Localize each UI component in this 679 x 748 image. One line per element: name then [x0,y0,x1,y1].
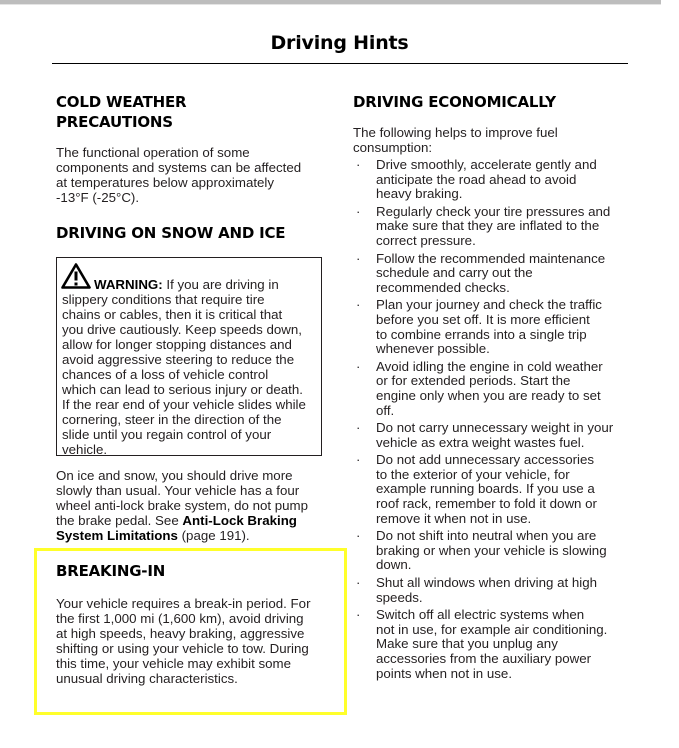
cold-weather-paragraph [56,145,301,205]
text-line: On ice and snow, you should drive more [56,468,293,483]
economy-heading: DRIVING ECONOMICALLY [353,93,556,111]
economy-bullet-item [353,252,643,296]
text-line: Plan your journey and check the traffic [376,297,602,313]
text-line: slide until you regain control of your [62,427,272,442]
economy-bullet-list [353,158,643,684]
page-top-edge-shadow [0,4,661,5]
text-line: points when not in use. [376,665,513,681]
economy-bullet-item [353,421,643,450]
text-line: schedule and carry out the [376,265,533,281]
economy-bullet-item [353,360,643,418]
text-line: Shut all windows when driving at high [376,575,598,591]
text-line: to the exterior of your vehicle, for [376,466,570,482]
economy-bullet-item [353,576,643,605]
text-line: Do not add unnecessary accessories [376,452,595,468]
text-line: remove it when not in use. [376,510,532,526]
text-line: Do not carry unnecessary weight in your [376,420,614,436]
text-line: components and systems can be affected [56,160,302,175]
text-line: vehicle as extra weight wastes fuel. [376,434,585,450]
breaking-in-paragraph [56,596,311,686]
text-line: make sure that they are inflated to the [376,218,600,234]
text-line: Drive smoothly, accelerate gently and [376,157,597,172]
economy-bullet-item [353,158,643,202]
text-line: Avoid idling the engine in cold weather [376,358,603,374]
text-line: unusual driving characteristics. [56,671,238,686]
economy-bullet-item [353,298,643,356]
bullet-dot-icon: · [356,452,361,468]
text-line: this time, your vehicle may exhibit some [56,656,292,671]
snow-ice-heading: DRIVING ON SNOW AND ICE [56,224,286,242]
text-line: vehicle. [62,442,108,457]
bullet-dot-icon: · [356,358,361,374]
text-line: the first 1,000 mi (1,600 km), avoid driving [56,611,304,626]
text-line: before you set off. It is more efficient [376,311,590,327]
text-line: slowly than usual. Your vehicle has a four [56,483,300,498]
bullet-dot-icon: · [356,528,361,544]
text-line: Regularly check your tire pressures and [376,203,611,219]
bullet-dot-icon: · [356,575,361,591]
text-line: -13°F (-25°C). [56,190,140,205]
text-line: at high speeds, heavy braking, aggressive [56,626,305,641]
text-line: not in use, for example air conditioning. [376,621,608,637]
text-line: recommended checks. [376,279,510,295]
bullet-dot-icon: · [356,420,361,436]
text-line: The functional operation of some [56,145,250,160]
text-line: chains or cables, then it is critical that [62,307,283,322]
text-line: chances of a loss of vehicle control [62,367,269,382]
text-line: allow for longer stopping distances and [62,337,292,352]
abs-limitations-link-cont[interactable]: System Limitations [56,528,178,543]
economy-bullet-item [353,453,643,526]
text-line: engine only when you are ready to set [376,387,601,403]
text-line: at temperatures below approximately [56,175,275,190]
text-line: Do not shift into neutral when you are [376,528,597,544]
cold-weather-heading-line2: PRECAUTIONS [56,113,173,131]
text-line: Switch off all electric systems when [376,607,585,623]
text-line: accessories from the auxiliary power [376,651,592,666]
text-line: cornering, steer in the direction of the [62,412,282,427]
economy-bullet-item [353,529,643,573]
text-line: Follow the recommended maintenance [376,250,606,266]
text-line: avoid aggressive steering to reduce the [62,352,295,367]
text-line: the brake pedal. See [56,513,183,528]
text-line: example running boards. If you use a [376,481,595,497]
text-line: The following helps to improve fuel [353,125,558,140]
text-line: which can lead to serious injury or death. [62,382,303,397]
warning-text [62,277,306,457]
bullet-dot-icon: · [356,250,361,266]
text-line: correct pressure. [376,232,476,248]
text-line: slippery conditions that require tire [62,292,265,307]
snow-ice-paragraph [56,468,308,543]
text-line: consumption: [353,140,433,155]
title-rule [52,63,628,64]
economy-bullet-item [353,205,643,249]
text-line: speeds. [376,589,423,605]
text-line: roof rack, remember to fold it down or [376,496,597,512]
economy-bullet-item [353,608,643,681]
bullet-dot-icon: · [356,297,361,313]
text-line: heavy braking. [376,186,463,202]
economy-intro [353,125,558,155]
text-line: braking or when your vehicle is slowing [376,542,607,558]
text-line: down. [376,557,412,573]
text-line: If you are driving in [162,277,279,292]
text-line: or for extended periods. Start the [376,373,571,389]
text-line: If the rear end of your vehicle slides while [62,397,306,412]
page-title: Driving Hints [270,32,409,54]
text-line: off. [376,402,395,418]
bullet-dot-icon: · [356,203,361,219]
abs-limitations-link[interactable]: Anti-Lock Braking [182,513,297,528]
cold-weather-heading-line1: COLD WEATHER [56,93,187,111]
cold-weather-heading [56,92,186,132]
text-line: whenever possible. [376,341,490,357]
text-line: Make sure that you unplug any [376,636,558,652]
text-line: Your vehicle requires a break-in period. For [56,596,311,611]
warning-label: WARNING: [94,277,163,292]
page-reference: (page 191). [177,528,250,543]
bullet-dot-icon: · [356,157,361,172]
text-line: anticipate the road ahead to avoid [376,171,577,187]
text-line: wheel anti-lock brake system, do not pump [56,498,309,513]
bullet-dot-icon: · [356,607,361,623]
text-line: to combine errands into a single trip [376,326,587,342]
breaking-in-heading: BREAKING-IN [56,562,166,580]
text-line: you drive cautiously. Keep speeds down, [62,322,302,337]
text-line: shifting or using your vehicle to tow. During [56,641,309,656]
